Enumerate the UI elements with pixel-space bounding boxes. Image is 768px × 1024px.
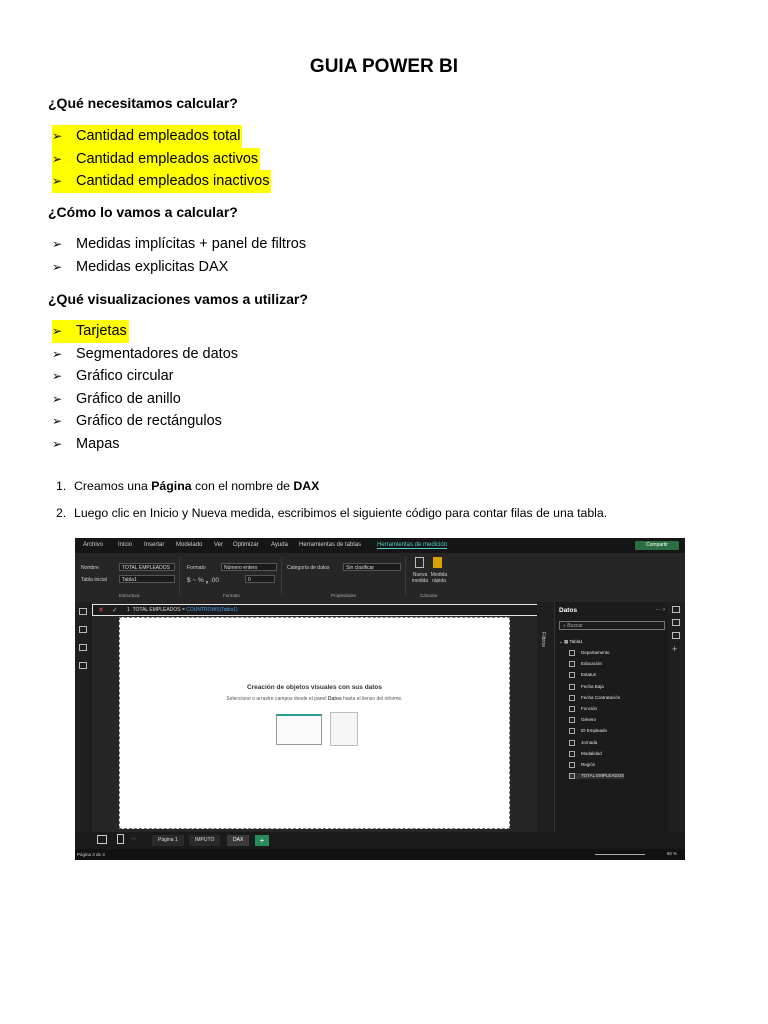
report-canvas[interactable]	[119, 617, 510, 829]
menu-modelado[interactable]: Modelado	[176, 542, 203, 548]
group-calculations: Cálculos	[420, 593, 438, 598]
home-table-select[interactable]: Tabla1	[119, 575, 175, 583]
step-2: 2. Luego clic en Inicio y Nueva medida, escribimos el siguiente código para contar filas de una tabla.	[56, 506, 608, 520]
quick-measure-button[interactable]: Medida rápida	[430, 572, 448, 584]
ribbon-separator	[281, 557, 282, 595]
tab-page-1[interactable]: Página 1	[152, 835, 184, 846]
currency-buttons[interactable]: $ ~ % ❟ .00	[187, 577, 219, 584]
bullet-item	[52, 320, 240, 343]
checkbox-icon[interactable]	[569, 706, 575, 712]
checkbox-icon[interactable]	[569, 661, 575, 667]
arrow-bullet-icon: ➢	[52, 436, 63, 451]
field-label: Fecha Contratación	[581, 694, 621, 700]
step-1: 1. Creamos una Página con el nombre de DAX	[56, 479, 320, 493]
checkbox-icon[interactable]	[569, 751, 575, 757]
add-page-button[interactable]: +	[255, 835, 269, 846]
bullet-text: Gráfico circular	[76, 368, 174, 384]
formula-bar[interactable]	[92, 604, 554, 616]
menu-bar	[75, 538, 685, 553]
table-node[interactable]: ⌄ ▦ Tabla1	[559, 639, 583, 644]
menu-insertar[interactable]: Insertar	[144, 542, 165, 548]
checkbox-icon[interactable]	[569, 672, 575, 678]
zoom-slider[interactable]	[595, 854, 645, 855]
visual-illustration-icon	[276, 714, 322, 745]
new-measure-button[interactable]: Nueva medida	[411, 572, 429, 584]
data-pane-icon[interactable]	[672, 619, 680, 626]
format-label: Formato	[187, 565, 206, 571]
checkbox-icon[interactable]	[569, 650, 575, 656]
bullet-item	[52, 365, 240, 388]
check-icon[interactable]: ✓	[112, 607, 118, 614]
menu-archivo[interactable]: Archivo	[83, 542, 104, 548]
field-label: TOTAL EMPLEADOS	[581, 773, 625, 779]
data-pane-title: Datos	[559, 607, 578, 614]
arrow-bullet-icon: ➢	[52, 170, 74, 193]
bullet-text: Tarjetas	[74, 320, 129, 343]
close-icon[interactable]: ✕	[98, 607, 104, 614]
add-icon[interactable]: +	[672, 644, 678, 654]
page-nav-arrows[interactable]: ‹ ›	[131, 836, 136, 842]
dax-query-view-icon[interactable]	[79, 662, 87, 669]
category-label: Categoría de datos	[287, 565, 330, 571]
bullet-item	[52, 343, 240, 366]
arrow-bullet-icon: ➢	[52, 320, 74, 343]
bullet-text: Gráfico de anillo	[76, 390, 181, 407]
bullet-list-visuals	[52, 320, 240, 455]
menu-table-tools[interactable]: Herramientas de tablas	[299, 542, 362, 548]
fields-illustration-icon	[330, 712, 358, 746]
desktop-layout-icon[interactable]	[97, 835, 107, 844]
quick-measure-icon[interactable]	[433, 557, 442, 568]
group-format: Formato	[223, 593, 240, 598]
bullet-text: Cantidad empleados inactivos	[74, 170, 271, 193]
report-area	[92, 602, 554, 832]
data-pane	[554, 602, 669, 832]
tab-imputo[interactable]: IMPUTO	[189, 835, 220, 846]
status-bar	[75, 849, 685, 860]
bullet-item	[52, 148, 271, 171]
bullet-text: Medidas implícitas + panel de filtros	[76, 236, 307, 252]
zoom-level: 68 %	[666, 851, 677, 856]
field-item[interactable]	[569, 661, 602, 667]
field-label: Departamento	[581, 650, 610, 656]
mobile-layout-icon[interactable]	[117, 834, 124, 844]
field-item[interactable]	[569, 706, 597, 712]
bullet-list-calculate	[52, 125, 271, 193]
field-item[interactable]	[569, 650, 610, 656]
report-view-icon[interactable]	[79, 608, 87, 615]
menu-ayuda[interactable]: Ayuda	[271, 542, 288, 548]
menu-optimizar[interactable]: Optimizar	[233, 542, 259, 548]
bullet-item	[52, 388, 240, 411]
bullet-text: Cantidad empleados activos	[74, 148, 260, 171]
bullet-text: Gráfico de rectángulos	[76, 413, 222, 429]
group-properties: Propiedades	[331, 593, 357, 598]
canvas-subtitle: Seleccione o arrastre campos desde el panel Datos hasta el lienzo del informe.	[226, 696, 403, 702]
arrow-bullet-icon: ➢	[52, 125, 74, 148]
formula-text[interactable]: 1 TOTAL EMPLEADOS = COUNTROWS(Tabla1)	[127, 607, 238, 613]
field-label: Jornada	[581, 739, 598, 745]
field-item[interactable]	[569, 672, 596, 678]
field-label: Función	[581, 706, 598, 712]
view-switcher	[75, 602, 92, 832]
menu-measure-tools[interactable]: Herramientas de medición	[377, 542, 448, 548]
bullet-item	[52, 233, 308, 256]
field-item[interactable]	[569, 717, 596, 723]
bullet-list-how	[52, 233, 308, 278]
ribbon	[75, 553, 685, 603]
home-table-label: Tabla inicial	[81, 577, 107, 583]
section-heading-how: ¿Cómo lo vamos a calcular?	[48, 204, 238, 220]
field-label: Modalidad	[581, 750, 602, 756]
arrow-bullet-icon: ➢	[52, 148, 74, 171]
canvas-title: Creación de objetos visuales con sus datos	[246, 684, 383, 691]
field-item[interactable]	[569, 684, 604, 690]
checkbox-icon[interactable]	[569, 740, 575, 746]
field-item[interactable]	[569, 695, 620, 701]
checkbox-icon[interactable]	[569, 695, 575, 701]
bullet-text: Cantidad empleados total	[74, 125, 242, 148]
bullet-item	[52, 433, 240, 456]
field-item[interactable]	[569, 773, 624, 779]
bullet-item	[52, 256, 308, 279]
pane-collapse-icon[interactable]: ··· ›	[655, 607, 665, 613]
arrow-bullet-icon: ➢	[52, 259, 63, 274]
model-view-icon[interactable]	[79, 644, 87, 651]
field-item[interactable]	[569, 728, 607, 734]
right-pane-switcher	[668, 602, 685, 832]
field-label: Educación	[581, 661, 603, 667]
menu-ver[interactable]: Ver	[214, 542, 224, 548]
share-button[interactable]: Compartir	[635, 541, 679, 550]
bullet-text: Segmentadores de datos	[76, 345, 239, 362]
bullet-item	[52, 170, 271, 193]
field-item[interactable]	[569, 740, 597, 746]
bullet-item	[52, 125, 271, 148]
table-view-icon[interactable]	[79, 626, 87, 633]
filters-pane-collapsed[interactable]	[537, 602, 554, 832]
ribbon-separator	[179, 557, 180, 595]
document-title: GUIA POWER BI	[309, 56, 459, 77]
field-label: Región	[581, 762, 596, 768]
checkbox-icon[interactable]	[569, 728, 575, 734]
menu-inicio[interactable]: Inicio	[118, 542, 133, 548]
arrow-bullet-icon: ➢	[52, 346, 63, 361]
section-heading-visuals: ¿Qué visualizaciones vamos a utilizar?	[48, 291, 308, 307]
arrow-bullet-icon: ➢	[52, 237, 63, 251]
checkbox-icon[interactable]	[569, 762, 575, 768]
field-label: ID Empleado	[581, 728, 608, 734]
bullet-text: Medidas explicitas DAX	[76, 258, 229, 275]
group-structure: Estructura	[119, 593, 140, 598]
checkbox-icon[interactable]	[569, 773, 575, 779]
format-pane-icon[interactable]	[672, 632, 680, 639]
search-input[interactable]: ⌕ Buscar	[559, 621, 665, 630]
filters-label[interactable]: Filtros	[540, 632, 546, 647]
ribbon-separator	[405, 557, 406, 595]
arrow-bullet-icon: ➢	[52, 414, 63, 428]
visualizations-icon[interactable]	[672, 606, 680, 613]
page-status: Página 3 de 3	[77, 852, 105, 857]
page-tabs-bar	[75, 832, 685, 849]
powerbi-screenshot	[75, 538, 685, 860]
name-label: Nombre	[81, 565, 99, 571]
bullet-item	[52, 410, 240, 433]
decimals-field[interactable]: 0	[245, 575, 275, 583]
bullet-text: Mapas	[76, 435, 120, 452]
checkbox-icon[interactable]	[569, 684, 575, 690]
field-label: Fecha Baja	[581, 683, 604, 689]
checkbox-icon[interactable]	[569, 717, 575, 723]
field-item[interactable]	[569, 751, 602, 757]
format-select[interactable]: Número entero	[221, 563, 277, 571]
section-heading-calculate: ¿Qué necesitamos calcular?	[48, 95, 238, 111]
tab-dax[interactable]: DAX	[227, 835, 249, 846]
arrow-bullet-icon: ➢	[52, 369, 63, 383]
field-item[interactable]	[569, 762, 595, 768]
category-select[interactable]: Sin clasificar	[343, 563, 401, 571]
field-label: Estatus	[581, 672, 597, 678]
arrow-bullet-icon: ➢	[52, 391, 63, 406]
field-label: Género	[581, 717, 597, 723]
new-measure-icon[interactable]	[415, 557, 424, 568]
name-field[interactable]: TOTAL EMPLEADOS	[119, 563, 175, 571]
